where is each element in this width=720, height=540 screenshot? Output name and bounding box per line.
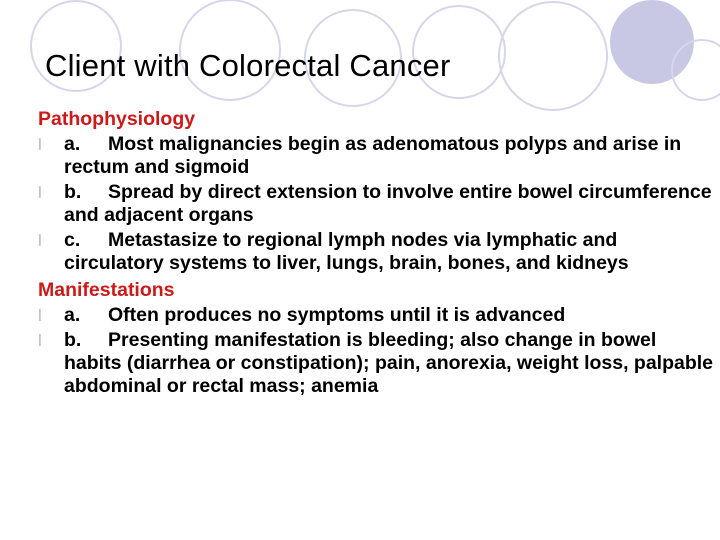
- item-text: Metastasize to regional lymph nodes via lymphatic and circulatory systems to liver, lungs, brain, bones, and kidneys: [64, 229, 629, 274]
- item-marker: a.: [64, 304, 81, 326]
- item-text: Spread by direct extension to involve entire bowel circumference and adjacent organs: [64, 181, 712, 226]
- bullet-icon: l: [38, 183, 42, 202]
- section-heading-pathophysiology: Pathophysiology: [38, 108, 196, 130]
- item-text: Most malignancies begin as adenomatous polyps and arise in rectum and sigmoid: [64, 133, 682, 178]
- bullet-icon: l: [38, 306, 42, 325]
- bullet-icon: l: [38, 331, 42, 350]
- item-marker: c.: [64, 229, 81, 251]
- section-heading-manifestations: Manifestations: [38, 279, 175, 301]
- list-item: [38, 304, 714, 327]
- list-item: [38, 181, 714, 227]
- item-marker: b.: [64, 181, 82, 203]
- item-marker: b.: [64, 329, 82, 351]
- filled-circle: [610, 0, 694, 84]
- page-title: Client with Colorectal Cancer: [45, 48, 451, 83]
- list-item: [38, 229, 714, 275]
- list-item: [38, 133, 714, 179]
- slide-content: [38, 106, 714, 398]
- bullet-icon: l: [38, 135, 42, 154]
- bullet-icon: l: [38, 231, 42, 250]
- list-item: [38, 329, 714, 398]
- item-text: Presenting manifestation is bleeding; also change in bowel habits (diarrhea or constipation); pain, anorexia, weight loss, palpable abdominal or rectal mass; anemia: [64, 329, 714, 397]
- item-marker: a.: [64, 133, 81, 155]
- item-text: Often produces no symptoms until it is advanced: [108, 304, 566, 326]
